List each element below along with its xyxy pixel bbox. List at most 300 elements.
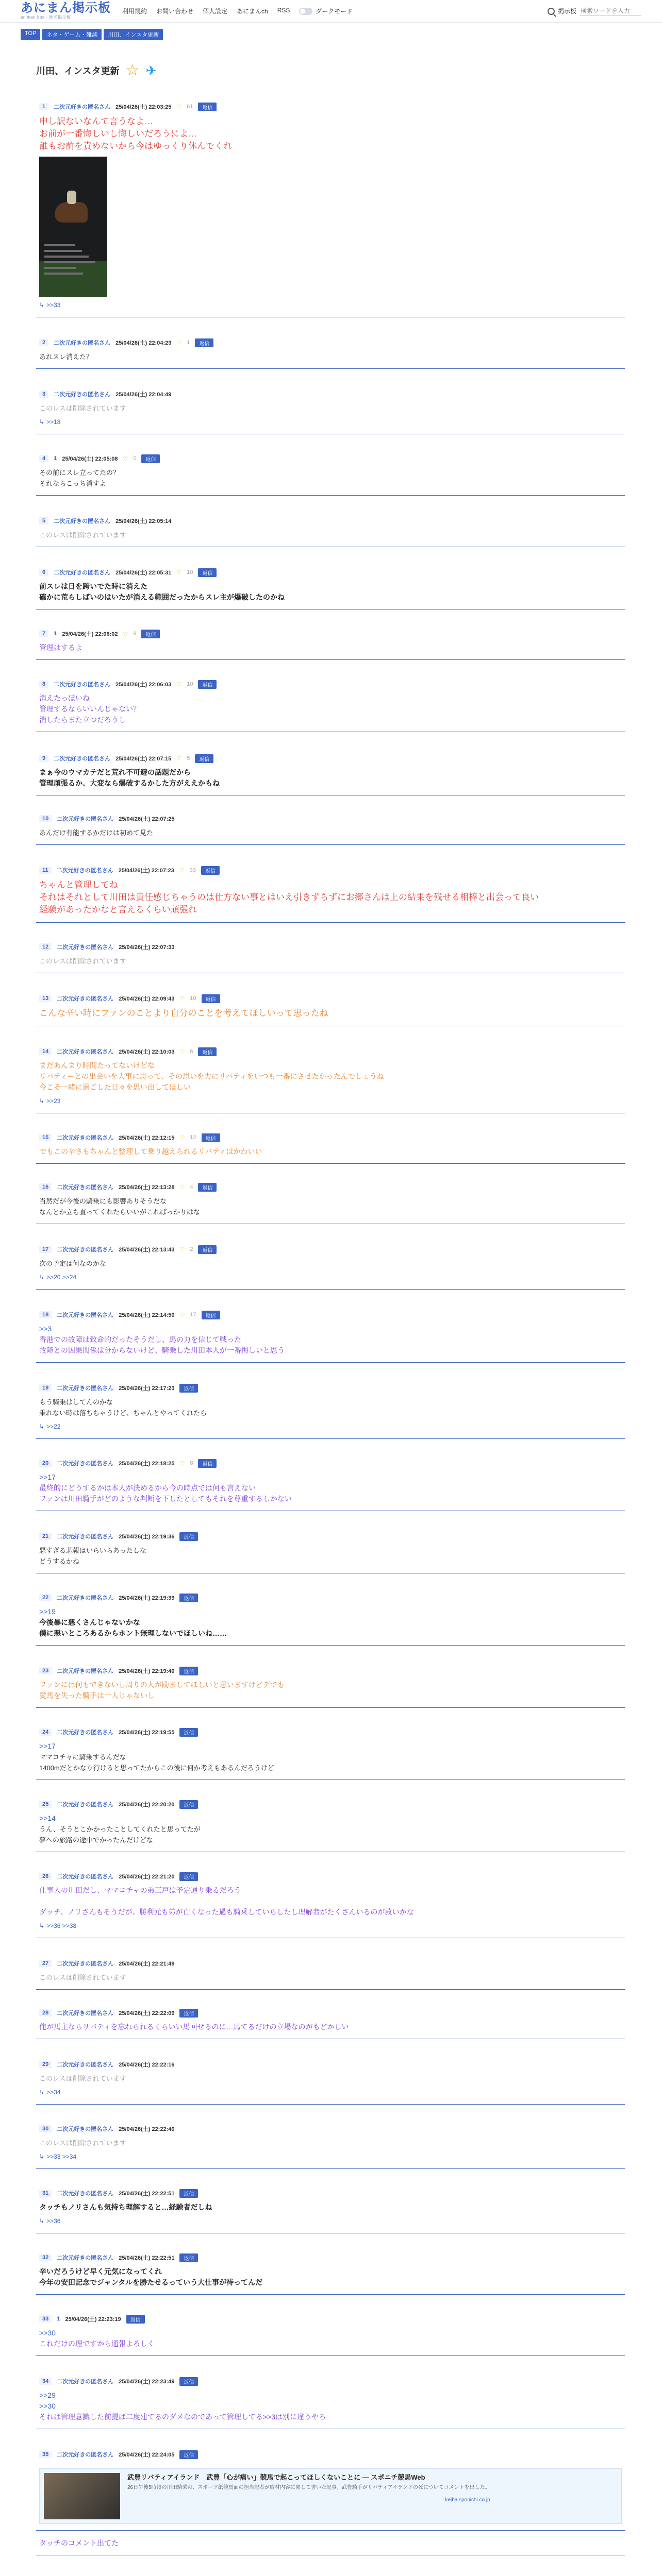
post	[36, 1593, 625, 1646]
search-icon[interactable]	[548, 8, 555, 15]
post-text-line: でもこの辛さもちゃんと整理して乗り越えられるリバティはかわいい	[39, 1147, 262, 1156]
nav-terms[interactable]: 利用規約	[122, 8, 147, 15]
post-text-line: こんな辛い時にファンのことより自分のことを考えてほしいって思ったね	[39, 1008, 328, 1018]
reply-arrow-icon: ↳	[39, 2153, 45, 2160]
post-author: 二次元好きの匿名さん	[57, 1135, 114, 1141]
post-body	[39, 1142, 622, 1157]
post-author: 二次元好きの匿名さん	[57, 1385, 114, 1392]
post	[36, 102, 625, 317]
post-number[interactable]: 27	[39, 1960, 52, 1967]
post-header	[39, 1800, 622, 1809]
post	[36, 454, 625, 496]
link-preview-text	[127, 2473, 490, 2519]
post-number[interactable]: 23	[39, 1667, 52, 1674]
post-text-line: それはそれとして川田は責任感じちゃうのは仕方ない事とはいえ引きずらずにお郷さんは上の結果を残せる相棒と出会って良い	[39, 892, 539, 902]
reply-button[interactable]: 返信	[126, 2315, 145, 2324]
link-preview-image	[44, 2473, 120, 2519]
post-number[interactable]: 16	[39, 1183, 52, 1191]
post-number[interactable]: 34	[39, 2378, 52, 2385]
reply-button[interactable]: 返信	[141, 454, 160, 463]
post-number[interactable]: 32	[39, 2254, 52, 2261]
post-body	[39, 1468, 622, 1504]
like-icon[interactable]: ♡	[179, 995, 185, 1002]
breadcrumb-thread[interactable]: 川田、インスタ更新	[104, 29, 163, 40]
reply-button[interactable]: 返信	[198, 568, 217, 577]
like-count: 33	[189, 867, 196, 873]
like-count: 4	[190, 1184, 193, 1190]
post	[36, 338, 625, 369]
post-date: 25/04/26(土) 22:18:25	[119, 1461, 175, 1467]
post-text-line: >>14	[39, 1814, 56, 1822]
post-body	[39, 577, 622, 603]
post	[36, 2534, 625, 2555]
post-text-line: 悪すぎる悲報はいらいらあったしな	[39, 1547, 146, 1554]
search-scope-label[interactable]: 掲示板	[557, 8, 576, 15]
like-count: 8	[190, 1460, 193, 1466]
reply-links[interactable]: >>34	[46, 2089, 61, 2096]
post-header	[39, 2060, 622, 2069]
post	[36, 568, 625, 609]
post-body	[39, 111, 622, 311]
like-icon[interactable]: ♡	[179, 867, 185, 874]
post-date: 25/04/26(土) 22:14:50	[119, 1312, 175, 1318]
post-number[interactable]: 22	[39, 1594, 52, 1601]
post	[36, 994, 625, 1026]
reply-button[interactable]: 返信	[179, 1800, 198, 1809]
post-body	[39, 1192, 622, 1217]
like-icon[interactable]: ♡	[179, 1134, 185, 1141]
post	[36, 1383, 625, 1439]
post-date: 25/04/26(土) 22:04:23	[115, 340, 172, 346]
post-date: 25/04/26(土) 22:19:39	[119, 1595, 175, 1601]
reply-links[interactable]: >>23	[46, 1097, 61, 1105]
post-text-line: なんとか立ち直ってくれたらいいがこればっかりはな	[39, 1208, 201, 1216]
post-author: 二次元好きの匿名さん	[54, 392, 111, 398]
like-count: 6	[190, 1048, 193, 1055]
reply-arrow-icon: ↳	[39, 1274, 45, 1281]
post-number[interactable]: 31	[39, 2190, 52, 2197]
post-text-line: このレスは削除されています	[39, 404, 126, 412]
post-date: 25/04/26(土) 22:13:43	[119, 1247, 175, 1253]
post	[36, 942, 625, 973]
reply-button[interactable]: 返信	[202, 1311, 220, 1319]
post-number[interactable]: 24	[39, 1728, 52, 1736]
post-text-line: 愛馬を失った騎手は一人じゃないし	[39, 1691, 155, 1700]
like-icon[interactable]: ♡	[179, 1312, 185, 1318]
post-number[interactable]: 8	[39, 681, 48, 688]
post	[36, 754, 625, 795]
link-preview-title: 武豊リバティアイランド 武豊「心が痛い」競馬で起こってほしくないことに ― スポニチ競馬Web	[127, 2473, 425, 2481]
post-number[interactable]: 2	[39, 339, 48, 346]
post	[36, 1532, 625, 1573]
post-author: 二次元好きの匿名さん	[57, 1461, 114, 1467]
post-text-line: 乗れない時は落ちちゃうけど、ちゃんとやってくれたら	[39, 1409, 207, 1417]
post-number[interactable]: 20	[39, 1460, 52, 1467]
post-header	[39, 2189, 622, 2198]
post-header	[39, 1532, 622, 1541]
reply-links[interactable]: >>36 >>38	[46, 1922, 77, 1929]
post-date: 25/04/26(土) 22:07:25	[119, 816, 175, 822]
post-author: 二次元好きの匿名さん	[54, 340, 111, 346]
reply-button[interactable]: 返信	[179, 1532, 198, 1541]
reply-button[interactable]: 返信	[141, 630, 160, 638]
post-text-line: 最終的にどうするかは本人が決めるから今の時点では何も言えない	[39, 1484, 256, 1492]
post	[36, 680, 625, 732]
post-header	[39, 866, 622, 875]
reply-button[interactable]: 返信	[179, 2189, 198, 2198]
reply-button[interactable]: 返信	[179, 1872, 198, 1881]
like-count: 12	[190, 1134, 196, 1141]
post	[36, 814, 625, 845]
post-header	[39, 568, 622, 577]
reply-links[interactable]: >>18	[46, 418, 61, 426]
post-date: 25/04/26(土) 22:22:40	[119, 2126, 175, 2132]
post-text-line: 確かに荒らしばいのはいたが消える範囲だったからスレ主が爆破したのかね	[39, 593, 285, 601]
post-body	[39, 1254, 622, 1283]
post-author: 二次元好きの匿名さん	[54, 104, 111, 110]
post-number[interactable]: 28	[39, 2009, 52, 2016]
reply-button[interactable]: 返信	[198, 1459, 217, 1468]
post-author: 二次元好きの匿名さん	[57, 1874, 114, 1880]
post-text-line: これだけの理ですから通報よろしく	[39, 2340, 155, 2348]
reply-button[interactable]: 返信	[198, 103, 217, 111]
post-header	[39, 1872, 622, 1881]
post-text-line: このレスは削除されています	[39, 531, 126, 539]
post-number[interactable]: 9	[39, 755, 48, 762]
post-text-line: このレスは削除されています	[39, 2139, 126, 2147]
post	[36, 2008, 625, 2039]
dark-mode-label: ダークモード	[316, 8, 353, 15]
post-date: 25/04/26(土) 22:22:51	[119, 2255, 175, 2261]
post-body	[39, 2198, 622, 2227]
post-header	[39, 2314, 622, 2324]
reply-references[interactable]	[39, 1093, 622, 1107]
post-text-line	[39, 1896, 622, 1907]
post-text-line: 仕事人の川田だし、ママコチャの弟三戸は予定通り乗るだろう	[39, 1886, 241, 1894]
post-author: 二次元好きの匿名さん	[57, 2126, 114, 2132]
reply-button[interactable]: 返信	[198, 1047, 217, 1056]
post-number[interactable]: 18	[39, 1311, 52, 1318]
like-count: 1	[187, 340, 190, 346]
reply-links[interactable]: >>20 >>24	[46, 1274, 77, 1281]
nav-animanch[interactable]: あにまんch	[237, 8, 268, 15]
post-text-line: 辛いだろうけど早く元気になってくれ	[39, 2267, 162, 2276]
post-date: 25/04/26(土) 22:13:28	[119, 1184, 175, 1191]
post-number[interactable]: 1	[39, 103, 48, 110]
post	[36, 1459, 625, 1511]
like-icon[interactable]: ♡	[179, 1460, 185, 1467]
image-horse	[55, 202, 88, 223]
post-header	[39, 1310, 622, 1319]
toggle-switch-icon[interactable]	[299, 8, 312, 15]
post-number[interactable]: 15	[39, 1134, 52, 1141]
thread-posts	[36, 102, 625, 2555]
post-body	[39, 2324, 622, 2349]
reply-button[interactable]: 返信	[179, 1728, 198, 1737]
post-date: 25/04/26(土) 22:06:03	[115, 682, 172, 688]
post-body	[39, 823, 622, 838]
like-icon[interactable]: ♡	[179, 1048, 185, 1055]
post-number[interactable]: 12	[39, 943, 52, 951]
reply-links[interactable]: >>36	[46, 2217, 61, 2225]
reply-references[interactable]	[39, 1918, 622, 1931]
reply-arrow-icon: ↳	[39, 2089, 45, 2096]
post-text-line: 夢への旅路の途中でかったんだけどな	[39, 1836, 154, 1844]
post-body	[39, 1602, 622, 1639]
post-body	[39, 1319, 622, 1356]
post-number[interactable]: 30	[39, 2125, 52, 2132]
post	[36, 516, 625, 547]
post	[36, 1245, 625, 1290]
post-author: 二次元好きの匿名さん	[57, 2010, 114, 2016]
like-icon[interactable]: ♡	[179, 1246, 185, 1253]
post-number[interactable]: 3	[39, 391, 48, 398]
post-author: 二次元好きの匿名さん	[57, 1312, 114, 1318]
post-text-line: まぁ今のウマカテだと荒れ不可避の話題だから	[39, 768, 191, 776]
post-author: 二次元好きの匿名さん	[57, 2379, 114, 2385]
post-text-line: リバティーとの出会いを大事に思って、その思いを力にリバティをいつも一番にさせたかったんでしょうね	[39, 1072, 384, 1080]
post-text-line: ちゃんと管理してね	[39, 880, 118, 890]
post-number[interactable]: 35	[39, 2451, 52, 2458]
link-preview-card[interactable]	[39, 2468, 622, 2524]
post-text-line: 前スレは日を跨いでた時に消えた	[39, 582, 147, 590]
post-author: 二次元好きの匿名さん	[54, 570, 111, 576]
reply-button[interactable]: 返信	[179, 2253, 198, 2262]
post-text-line: >>17	[39, 1742, 56, 1750]
post	[36, 1800, 625, 1852]
post-body	[39, 1003, 622, 1020]
post-date: 25/04/26(土) 22:05:31	[115, 570, 172, 576]
post-author: 二次元好きの匿名さん	[57, 1802, 114, 1808]
post-text-line: 申し訳ないなんて言うなよ…	[39, 116, 153, 126]
reply-arrow-icon: ↳	[39, 418, 45, 426]
reply-button[interactable]: 返信	[179, 2377, 198, 2386]
post-header	[39, 1666, 622, 1675]
post-body	[39, 1881, 622, 1931]
post-date: 25/04/26(土) 22:07:33	[119, 944, 175, 951]
nav-rss[interactable]: RSS	[277, 7, 290, 14]
like-icon[interactable]: ♡	[176, 340, 182, 346]
post-date: 25/04/26(土) 22:20:20	[119, 1802, 175, 1808]
dark-mode-toggle[interactable]	[299, 7, 353, 15]
post-number[interactable]: 7	[39, 630, 48, 637]
post-number[interactable]: 10	[39, 815, 52, 822]
post-number[interactable]: 14	[39, 1048, 52, 1055]
post-text-line: それならこっち消すよ	[39, 480, 106, 487]
post-date: 25/04/26(土) 22:10:03	[119, 1049, 175, 1055]
post-number[interactable]: 19	[39, 1384, 52, 1392]
post-author: 二次元好きの匿名さん	[57, 996, 114, 1002]
post-text-line: 消したらまた立つだろうし	[39, 716, 126, 724]
post-text-line: このレスは削除されています	[39, 957, 126, 965]
post-header	[39, 1133, 622, 1142]
post-text-line: どうするかね	[39, 1557, 80, 1565]
post-body	[39, 2133, 622, 2162]
post-author: 二次元好きの匿名さん	[57, 944, 114, 951]
twitter-share-icon[interactable]: ✈	[145, 63, 157, 78]
reply-button[interactable]: 返信	[179, 2450, 198, 2459]
reply-button[interactable]: 返信	[201, 866, 220, 875]
post-date: 25/04/26(土) 22:04:49	[115, 392, 172, 398]
post-number[interactable]: 21	[39, 1533, 52, 1540]
like-count: 5	[187, 755, 190, 761]
post-date: 25/04/26(土) 22:07:23	[118, 868, 174, 874]
post-author: 二次元好きの匿名さん	[57, 1961, 114, 1967]
like-icon[interactable]: ♡	[179, 1184, 185, 1191]
reply-button[interactable]: 返信	[202, 1133, 220, 1142]
post-author: 二次元好きの匿名さん	[57, 1730, 114, 1736]
post-body	[39, 1056, 622, 1107]
post-author: 二次元好きの匿名さん	[56, 868, 113, 874]
image-jockey	[67, 191, 76, 204]
reply-button[interactable]: 返信	[202, 994, 220, 1003]
search-input[interactable]	[580, 6, 641, 16]
post-text-line: 管理はするよ	[39, 643, 82, 652]
post-header	[39, 2377, 622, 2386]
post-author: 二次元好きの匿名さん	[54, 518, 111, 524]
post-date: 25/04/26(土) 22:23:19	[65, 2316, 121, 2323]
post-text-line: タッチもノリさんも気持ち理解すると…経験者だしね	[39, 2203, 212, 2211]
post-body	[39, 463, 622, 489]
post-text-line: 香港での故障は致命的だったそうだし、馬の力を信じて戦った	[39, 1335, 241, 1344]
reply-button[interactable]: 返信	[195, 754, 213, 763]
like-count: 10	[190, 995, 196, 1002]
breadcrumb-category[interactable]: ネタ・ゲーム・雑談	[42, 29, 102, 40]
reply-references[interactable]	[39, 1418, 622, 1432]
reply-button[interactable]: 返信	[198, 680, 217, 689]
reply-button[interactable]: 返信	[179, 1384, 198, 1393]
post	[36, 2253, 625, 2295]
reply-links[interactable]: >>22	[46, 1423, 61, 1430]
post-text-line: 当然だが今後の騎乗にも影響ありそうだな	[39, 1197, 167, 1205]
reply-links[interactable]: >>33	[46, 301, 61, 309]
post-body	[39, 2534, 622, 2549]
post	[36, 2450, 625, 2531]
reply-button[interactable]: 返信	[179, 1594, 198, 1602]
post-text-line: 管理頑張るか、大変なら爆破するかした方がええかもね	[39, 779, 220, 787]
post-text-line: あれスレ消えた？	[39, 353, 93, 361]
post-header	[39, 754, 622, 763]
reply-button[interactable]: 返信	[179, 1667, 198, 1675]
post-text-line: タッチのコメント出てた	[39, 2539, 119, 2547]
nav-contact[interactable]: お問い合わせ	[156, 8, 194, 15]
reply-references[interactable]	[39, 2084, 622, 2098]
post-image[interactable]	[39, 157, 107, 297]
post	[36, 389, 625, 434]
post-text-line: 今こそ一緒に過ごした日々を思い出してほしい	[39, 1083, 191, 1091]
post-number[interactable]: 13	[39, 995, 52, 1002]
post-date: 25/04/26(土) 22:19:40	[119, 1668, 175, 1674]
post-date: 25/04/26(土) 22:22:09	[119, 2010, 175, 2016]
like-count: 17	[190, 1312, 196, 1318]
post-body	[39, 2262, 622, 2288]
post-date: 25/04/26(土) 22:09:43	[119, 996, 175, 1002]
post-number[interactable]: 33	[39, 2315, 52, 2323]
post-author: 二次元好きの匿名さん	[57, 1049, 114, 1055]
post-author: 1	[57, 2316, 60, 2322]
post-text-line: 僕に悪いところあるからホント無理しないでほしいね……	[39, 1629, 227, 1637]
post	[36, 1872, 625, 1938]
post-number[interactable]: 11	[39, 867, 52, 874]
post-number[interactable]: 17	[39, 1246, 52, 1253]
reply-references[interactable]	[39, 297, 622, 311]
post-text-line: 今年の安田記念でジャンタルを勝たせるっていう大仕事が待ってんだ	[39, 2278, 263, 2286]
post-text-line: 故障との因果関係は分からないけど、騎乗した川田本人が一番悔しいと思う	[39, 1346, 285, 1354]
post-text-line: その前にスレ立ってたの？	[39, 469, 120, 477]
reply-references[interactable]	[39, 2148, 622, 2162]
post-author: 二次元好きの匿名さん	[57, 2255, 114, 2261]
post	[36, 2124, 625, 2169]
reply-button[interactable]: 返信	[195, 338, 213, 347]
post-number[interactable]: 6	[39, 569, 48, 576]
post-text-line: ママコチャに騎乗するんだな	[39, 1753, 126, 1761]
favorite-star-icon[interactable]: ☆	[125, 62, 140, 79]
post-body	[39, 1675, 622, 1701]
image-caption	[44, 244, 102, 280]
post-body	[39, 763, 622, 789]
site-logo[interactable]	[21, 2, 111, 20]
reply-references[interactable]	[39, 414, 622, 428]
like-icon[interactable]: ♡	[123, 455, 128, 462]
like-count: 9	[133, 631, 137, 637]
like-count: 61	[187, 104, 193, 110]
like-count: 10	[187, 681, 193, 687]
post-body	[39, 689, 622, 725]
reply-button[interactable]: 返信	[198, 1245, 217, 1254]
post-author: 二次元好きの匿名さん	[57, 1184, 114, 1191]
post-header	[39, 1047, 622, 1056]
post-number[interactable]: 5	[39, 517, 48, 524]
like-count: 0	[133, 455, 137, 462]
post-author: 二次元好きの匿名さん	[57, 1247, 114, 1253]
post-date: 25/04/26(土) 22:23:49	[119, 2379, 175, 2385]
post-date: 25/04/26(土) 22:21:20	[119, 1874, 175, 1880]
like-icon[interactable]: ♡	[123, 631, 128, 637]
reply-arrow-icon: ↳	[39, 1423, 45, 1430]
post-number[interactable]: 26	[39, 1873, 52, 1880]
post	[36, 1133, 625, 1164]
post-body	[39, 526, 622, 540]
like-icon[interactable]: ♡	[176, 104, 182, 110]
post-text-line: >>29	[39, 2391, 56, 2399]
breadcrumb-top[interactable]: TOP	[21, 29, 40, 40]
post-text-line: このレスは削除されています	[39, 1974, 126, 1981]
post-text-line: ダッチ、ノリさんもそうだが、勝利元も弟が亡くなった過も騎乗していらしたし理解者がたくさんいるのが救いかな	[39, 1908, 414, 1916]
post-date: 25/04/26(土) 22:21:49	[119, 1961, 175, 1967]
like-icon[interactable]: ♡	[176, 755, 182, 762]
link-preview-source: keiba.sponichi.co.jp	[445, 2497, 490, 2503]
nav-settings[interactable]: 個人設定	[203, 8, 228, 15]
post-text-line: あんだけ有能するかだけは初めて見た	[39, 829, 154, 837]
post-number[interactable]: 4	[39, 455, 48, 462]
post-number[interactable]: 25	[39, 1801, 52, 1808]
post-text-line: >>30	[39, 2402, 56, 2410]
reply-references[interactable]	[39, 2213, 622, 2227]
like-count: 2	[190, 1246, 193, 1252]
like-icon[interactable]: ♡	[176, 569, 182, 576]
post-date: 25/04/26(土) 22:19:55	[119, 1730, 175, 1736]
reply-button[interactable]: 返信	[198, 1183, 217, 1192]
like-icon[interactable]: ♡	[176, 681, 182, 688]
reply-links[interactable]: >>33 >>34	[46, 2153, 77, 2160]
post-body	[39, 638, 622, 653]
post-number[interactable]: 29	[39, 2061, 52, 2068]
post-date: 25/04/26(土) 22:24:05	[119, 2452, 175, 2458]
post-body	[39, 2459, 622, 2524]
reply-arrow-icon: ↳	[39, 1922, 45, 1929]
reply-button[interactable]: 返信	[179, 2009, 198, 2018]
reply-references[interactable]	[39, 1269, 622, 1283]
